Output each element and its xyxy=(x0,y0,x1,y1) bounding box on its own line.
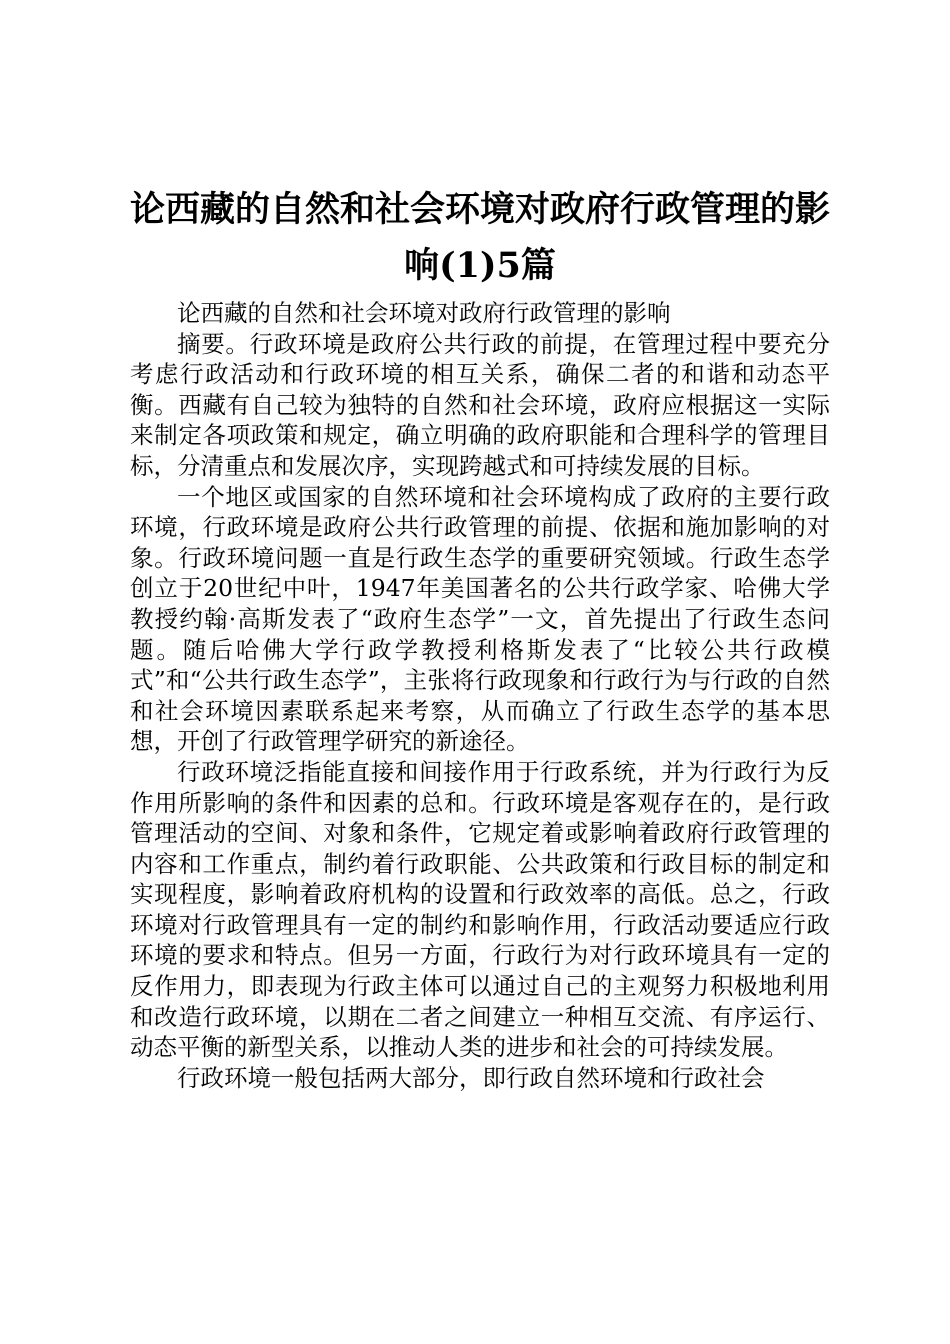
paragraph-abstract: 摘要。行政环境是政府公共行政的前提，在管理过程中要充分考虑行政活动和行政环境的相互关系，确保二者的和谐和动态平衡。西藏有自己较为独特的自然和社会环境，政府应根据这一实际来制定各项政策和规定，确立明确的政府职能和合理科学的管理目标，分清重点和发展次序，实现跨越式和可持续发展的目标。 xyxy=(130,329,830,480)
document-title xyxy=(130,182,830,294)
paragraph-body-3: 行政环境一般包括两大部分，即行政自然环境和行政社会 xyxy=(177,1063,765,1092)
title-line-2: 响(1)5篇 xyxy=(404,245,556,286)
paragraph-body-1: 一个地区或国家的自然环境和社会环境构成了政府的主要行政环境，行政环境是政府公共行政管理的前提、依据和施加影响的对象。行政环境问题一直是行政生态学的重要研究领域。行政生态学创立于20世纪中叶，1947年美国著名的公共行政学家、哈佛大学教授约翰·高斯发表了“政府生态学”一文，首先提出了行政生态问题。随后哈佛大学行政学教授利格斯发表了“比较公共行政模式”和“公共行政生态学”，主张将行政现象和行政行为与行政的自然和社会环境因素联系起来考察，从而确立了行政生态学的基本思想，开创了行政管理学研究的新途径。 xyxy=(130,482,830,756)
title-line-1: 论西藏的自然和社会环境对政府行政管理的影 xyxy=(130,189,831,230)
document-subtitle: 论西藏的自然和社会环境对政府行政管理的影响 xyxy=(177,299,671,327)
paragraph-body-2: 行政环境泛指能直接和间接作用于行政系统，并为行政行为反作用所影响的条件和因素的总和。行政环境是客观存在的，是行政管理活动的空间、对象和条件，它规定着或影响着政府行政管理的内容和工作重点，制约着行政职能、公共政策和行政目标的制定和实现程度，影响着政府机构的设置和行政效率的高低。总之，行政环境对行政管理具有一定的制约和影响作用，行政活动要适应行政环境的要求和特点。但另一方面，行政行为对行政环境具有一定的反作用力，即表现为行政主体可以通过自己的主观努力积极地利用和改造行政环境，以期在二者之间建立一种相互交流、有序运行、动态平衡的新型关系，以推动人类的进步和社会的可持续发展。 xyxy=(130,757,830,1062)
document-page xyxy=(130,182,830,1093)
